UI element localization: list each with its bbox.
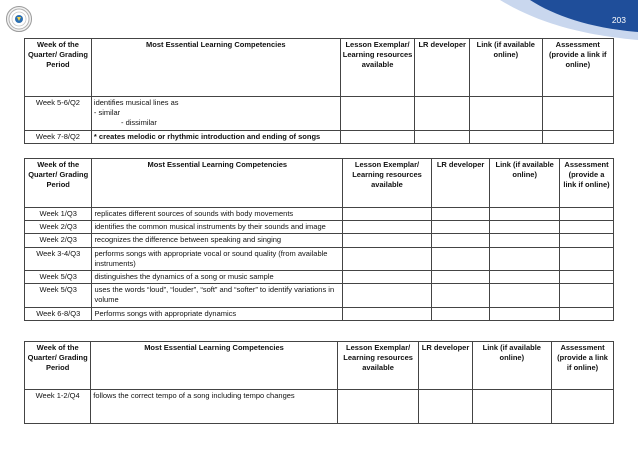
row-lesson-cell	[340, 97, 415, 131]
header-link: Link (if available online)	[490, 159, 560, 208]
header-week-period: Week of the Quarter/ Grading Period	[25, 39, 92, 97]
row-period: Week 5-6/Q2	[25, 97, 92, 131]
header-link: Link (if available online)	[472, 342, 552, 390]
row-period: Week 1-2/Q4	[25, 390, 91, 424]
header-competencies: Most Essential Learning Competencies	[91, 39, 340, 97]
header-lesson-exemplar: Lesson Exemplar/ Learning resources available	[343, 159, 432, 208]
row-lr-cell	[431, 221, 489, 234]
row-link-cell	[490, 221, 560, 234]
header-link: Link (if available online)	[470, 39, 543, 97]
header-assessment: Assessment (provide a link if online)	[552, 342, 614, 390]
row-assessment-cell	[542, 97, 613, 131]
header-assessment: Assessment (provide a link if online)	[560, 159, 614, 208]
row-lr-cell	[431, 247, 489, 270]
row-lesson-cell	[343, 307, 432, 320]
row-lr-cell	[431, 284, 489, 307]
row-lesson-cell	[337, 390, 419, 424]
row-competency: Performs songs with appropriate dynamics	[92, 307, 343, 320]
row-lesson-cell	[343, 284, 432, 307]
table-row	[25, 271, 614, 284]
row-competency: follows the correct tempo of a song including tempo changes	[91, 390, 337, 424]
header-lesson-exemplar: Lesson Exemplar/ Learning resources available	[337, 342, 419, 390]
row-period: Week 7-8/Q2	[25, 130, 92, 143]
row-lesson-cell	[343, 208, 432, 221]
row-link-cell	[490, 234, 560, 247]
row-lesson-cell	[343, 221, 432, 234]
table-row	[25, 97, 614, 131]
row-lr-cell	[431, 234, 489, 247]
table-header-row	[25, 342, 614, 390]
row-link-cell	[490, 208, 560, 221]
row-competency: recognizes the difference between speaking and singing	[92, 234, 343, 247]
table-row	[25, 390, 614, 424]
row-assessment-cell	[560, 284, 614, 307]
table-row	[25, 130, 614, 143]
row-assessment-cell	[560, 247, 614, 270]
row-assessment-cell	[560, 208, 614, 221]
header-lesson-exemplar: Lesson Exemplar/ Learning resources available	[340, 39, 415, 97]
table-header-row	[25, 39, 614, 97]
row-lr-cell	[415, 97, 470, 131]
table-row	[25, 234, 614, 247]
row-period: Week 6-8/Q3	[25, 307, 92, 320]
row-assessment-cell	[560, 307, 614, 320]
row-link-cell	[490, 247, 560, 270]
row-lr-cell	[431, 307, 489, 320]
row-link-cell	[470, 97, 543, 131]
row-assessment-cell	[560, 221, 614, 234]
row-assessment-cell	[542, 130, 613, 143]
row-competency: replicates different sources of sounds with body movements	[92, 208, 343, 221]
table-header-row	[25, 159, 614, 208]
header-lr-developer: LR developer	[415, 39, 470, 97]
row-lr-cell	[419, 390, 472, 424]
row-link-cell	[490, 284, 560, 307]
header-assessment: Assessment (provide a link if online)	[542, 39, 613, 97]
header-lr-developer: LR developer	[419, 342, 472, 390]
table-row	[25, 247, 614, 270]
row-competency: uses the words “loud”, “louder”, “soft” and “softer” to identify variations in volume	[92, 284, 343, 307]
table-row	[25, 284, 614, 307]
row-link-cell	[472, 390, 552, 424]
row-period: Week 2/Q3	[25, 221, 92, 234]
row-lesson-cell	[340, 130, 415, 143]
row-period: Week 1/Q3	[25, 208, 92, 221]
row-lesson-cell	[343, 271, 432, 284]
competency-table-q2	[24, 38, 614, 144]
row-lesson-cell	[343, 234, 432, 247]
row-period: Week 5/Q3	[25, 284, 92, 307]
row-lesson-cell	[343, 247, 432, 270]
row-period: Week 5/Q3	[25, 271, 92, 284]
row-competency: identifies the common musical instruments by their sounds and image	[92, 221, 343, 234]
row-lr-cell	[431, 208, 489, 221]
row-assessment-cell	[560, 271, 614, 284]
header-lr-developer: LR developer	[431, 159, 489, 208]
header-week-period: Week of the Quarter/ Grading Period	[25, 342, 91, 390]
table-row	[25, 208, 614, 221]
competency-table-q3	[24, 158, 614, 321]
row-lr-cell	[431, 271, 489, 284]
row-competency: identifies musical lines as - similar - dissimilar	[91, 97, 340, 131]
row-period: Week 3-4/Q3	[25, 247, 92, 270]
row-competency: distinguishes the dynamics of a song or music sample	[92, 271, 343, 284]
header-competencies: Most Essential Learning Competencies	[91, 342, 337, 390]
page-number: 203	[611, 15, 626, 25]
row-assessment-cell	[560, 234, 614, 247]
row-link-cell	[470, 130, 543, 143]
header-competencies: Most Essential Learning Competencies	[92, 159, 343, 208]
row-lr-cell	[415, 130, 470, 143]
row-link-cell	[490, 271, 560, 284]
deped-seal-icon	[6, 6, 32, 32]
competency-table-q4	[24, 341, 614, 424]
row-link-cell	[490, 307, 560, 320]
row-period: Week 2/Q3	[25, 234, 92, 247]
row-assessment-cell	[552, 390, 614, 424]
row-competency: performs songs with appropriate vocal or sound quality (from available instruments)	[92, 247, 343, 270]
table-row	[25, 221, 614, 234]
row-competency: * creates melodic or rhythmic introduction and ending of songs	[91, 130, 340, 143]
header-week-period: Week of the Quarter/ Grading Period	[25, 159, 92, 208]
table-row	[25, 307, 614, 320]
